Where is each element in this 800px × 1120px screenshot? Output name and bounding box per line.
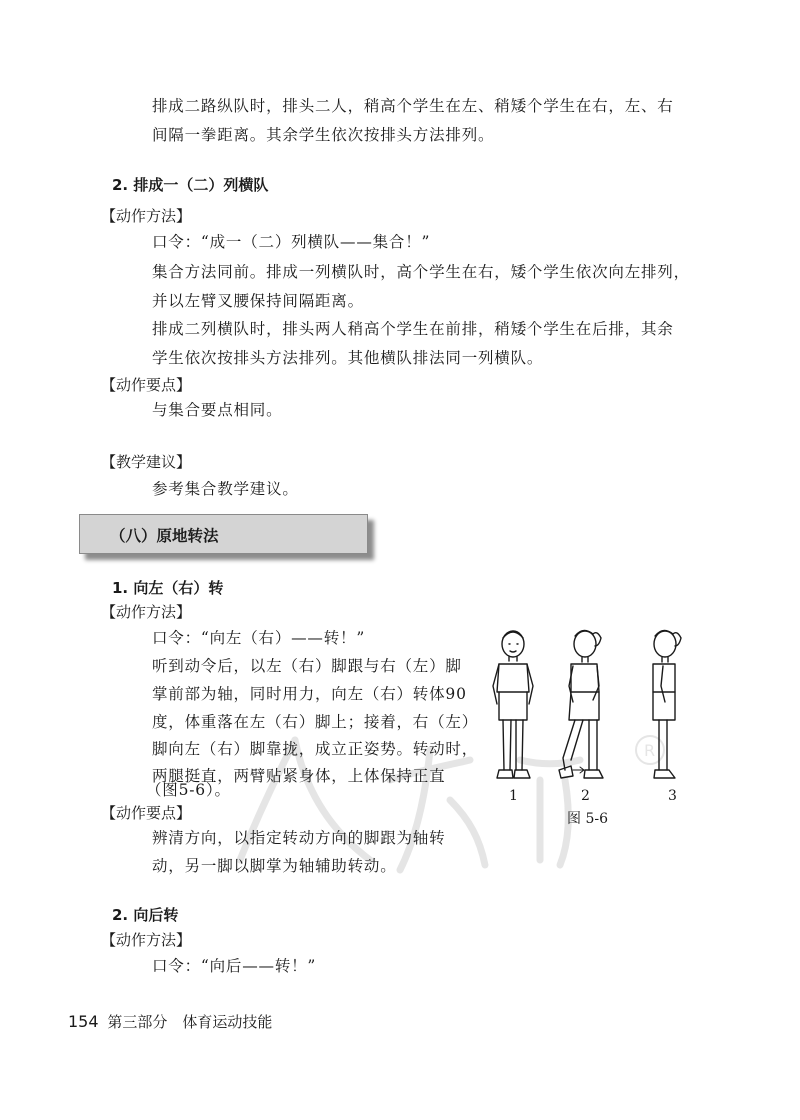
body-line: 参考集合教学建议。 [152, 480, 299, 498]
body-line: 度，体重落在左（右）脚上；接着，右（左） [152, 713, 479, 731]
body-line: 听到动令后，以左（右）脚跟与右（左）脚 [152, 657, 462, 675]
body-line: 脚向左（右）脚靠拢，成立正姿势。转动时， [152, 740, 479, 758]
points-label: 【动作要点】 [101, 376, 192, 394]
body-line: 与集合要点相同。 [152, 401, 283, 419]
section-title: （八）原地转法 [110, 527, 219, 545]
figure-label: 1 [509, 788, 518, 804]
body-line: 学生依次按排头方法排列。其他横队排法同一列横队。 [152, 349, 544, 367]
body-line: 并以左臂叉腰保持间隔距离。 [152, 292, 364, 310]
body-line: 辨清方向，以指定转动方向的脚跟为轴转 [152, 829, 446, 847]
points-label: 【动作要点】 [101, 804, 192, 822]
body-line: 集合方法同前。排成一列横队时，高个学生在右，矮个学生依次向左排列， [152, 263, 690, 281]
page-footer [68, 1011, 272, 1032]
body-line: 排成二路纵队时，排头二人，稍高个学生在左、稍矮个学生在右，左、右 [152, 97, 674, 115]
figure-front-view [493, 631, 533, 778]
body-line: 掌前部为轴，同时用力，向左（右）转体90 [152, 685, 467, 703]
svg-text:R: R [644, 741, 656, 760]
figure-side-view [653, 630, 681, 778]
teaching-label: 【教学建议】 [101, 453, 192, 471]
body-line: 两腿挺直，两臂贴紧身体，上体保持正直 [152, 767, 446, 785]
method-label: 【动作方法】 [101, 931, 192, 949]
subsection-heading: 2. 排成一（二）列横队 [112, 176, 269, 194]
figure-5-6 [485, 620, 710, 835]
body-line: 动，另一脚以脚掌为轴辅助转动。 [152, 857, 397, 875]
page-number: 154 [68, 1012, 99, 1031]
command-line: 口令：“成一（二）列横队——集合！” [152, 233, 431, 251]
figure-illustration [485, 620, 710, 790]
figure-caption: 图 5-6 [567, 811, 608, 827]
command-line: 口令：“向左（右）——转！” [152, 629, 366, 647]
subsection-heading: 1. 向左（右）转 [112, 579, 224, 597]
body-line: 间隔一拳距离。其余学生依次按排头方法排列。 [152, 126, 495, 144]
figure-label: 3 [668, 788, 677, 804]
method-label: 【动作方法】 [101, 207, 192, 225]
body-line: 排成二列横队时，排头两人稍高个学生在前排，稍矮个学生在后排，其余 [152, 320, 674, 338]
command-line: 口令：“向后——转！” [152, 957, 317, 975]
figure-turning-view [559, 630, 603, 778]
body-line: （图5-6）。 [146, 781, 231, 799]
figure-label: 2 [581, 788, 590, 804]
method-label: 【动作方法】 [101, 603, 192, 621]
section-title-box [79, 514, 368, 554]
footer-part-title: 第三部分 体育运动技能 [107, 1013, 273, 1031]
subsection-heading: 2. 向后转 [112, 906, 179, 924]
